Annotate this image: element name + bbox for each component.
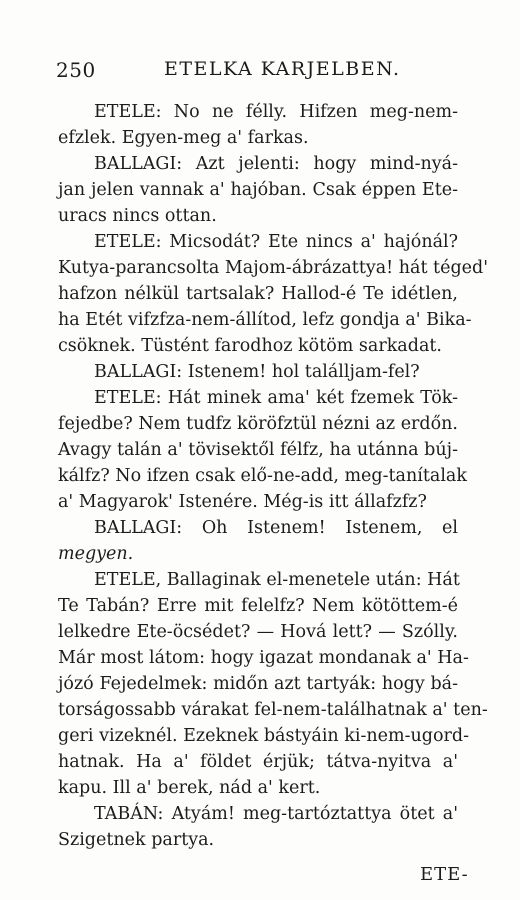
- text-line: fejedbe? Nem tudfz köröfztül nézni az erdőn.: [58, 414, 458, 434]
- text-line: csöknek. Tüstént farodhoz kötöm sarkadat.: [58, 336, 442, 356]
- running-title: ETELKA KARJELBEN.: [164, 58, 401, 80]
- text-line: ha Etét vifzfza-nem-állítod, lefz gondja a' Bika-: [58, 310, 472, 330]
- text-line: torságossabb várakat fel-nem-találhatnak a' ten-: [58, 700, 488, 720]
- text-line: Már most látom: hogy igazat mondanak a' Ha-: [58, 648, 469, 668]
- text-line: Kutya-parancsolta Majom-ábrázattya! hát téged': [58, 258, 489, 278]
- catchword: ETE-: [420, 864, 469, 885]
- text-line: lelkedre Ete-öcsédet? — Hová lett? — Szólly.: [58, 622, 458, 642]
- text-line: Te Tabán? Erre mit felelfz? Nem kötöttem-é: [58, 596, 458, 616]
- text-line: efzlek. Egyen-meg a' farkas.: [58, 128, 309, 148]
- page-number: 250: [56, 58, 96, 82]
- text-line: kálfz? No ifzen csak elő-ne-add, meg-tanítalak: [58, 466, 467, 486]
- text-line: a' Magyarok' Istenére. Még-is itt állafzfz?: [58, 492, 427, 512]
- text-line: ETELE, Ballaginak el-menetele után: Hát: [94, 570, 460, 590]
- text-line: uracs nincs ottan.: [58, 206, 217, 226]
- body-text: [58, 99, 489, 853]
- text-line: jan jelen vannak a' hajóban. Csak éppen Ete-: [58, 180, 458, 200]
- text-line: hafzon nélkül tartsalak? Hallod-é Te idétlen,: [58, 284, 458, 304]
- text-line: ETELE: Micsodát? Ete nincs a' hajónál?: [94, 232, 458, 252]
- page-header: [56, 58, 476, 86]
- text-line: kapu. Ill a' berek, nád a' kert.: [58, 778, 321, 798]
- text-line: Szigetnek partya.: [58, 830, 215, 850]
- text-line: józó Fejedelmek: midőn azt tartyák: hogy bá-: [58, 674, 458, 694]
- stage-direction: megyen.: [58, 544, 134, 564]
- text-line: hatnak. Ha a' földet érjük; tátva-nyitva a': [58, 752, 458, 772]
- text-line: TABÁN: Atyám! meg-tartóztattya ötet a': [94, 804, 458, 824]
- text-line: ETELE: Hát minek ama' két fzemek Tök-: [94, 388, 458, 408]
- text-line: BALLAGI: Istenem! hol találljam-fel?: [94, 362, 420, 382]
- text-line: ETELE: No ne félly. Hifzen meg-nem-: [94, 102, 458, 122]
- text-line: [58, 541, 458, 567]
- text-line: geri vizeknél. Ezeknek bástyáin ki-nem-ugord-: [58, 726, 469, 746]
- text-line: Avagy talán a' tövisektől félfz, ha utánna búj-: [58, 440, 458, 460]
- text-line: BALLAGI: Azt jelenti: hogy mind-nyá-: [94, 154, 458, 174]
- text-line: BALLAGI: Oh Istenem! Istenem, el: [94, 518, 458, 538]
